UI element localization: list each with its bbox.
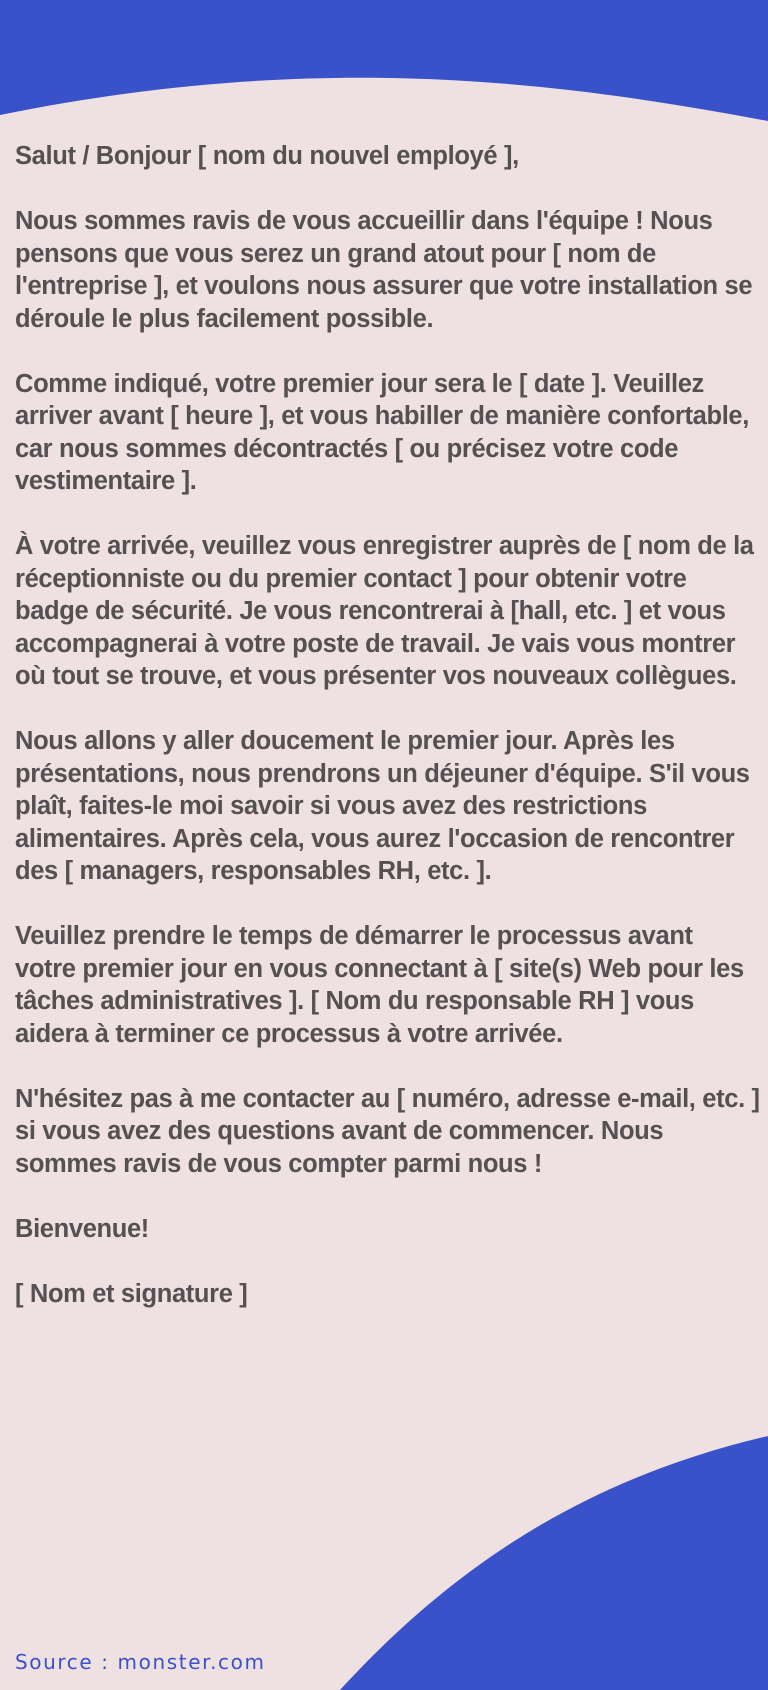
letter-paragraph: N'hésitez pas à me contacter au [ numéro, adresse e-mail, etc. ] si vous avez des questions avant de commencer. Nous sommes ravis de vous compter parmi nous !	[15, 1084, 760, 1178]
letter-greeting: Salut / Bonjour [ nom du nouvel employé ],	[15, 142, 519, 170]
letter-body	[15, 140, 760, 1343]
letter-paragraph: Nous allons y aller doucement le premier jour. Après les présentations, nous prendrons un déjeuner d'équipe. S'il vous plaît, faites-le moi savoir si vous avez des restrictions alimentaires. Après cela, vous aurez l'occasion de rencontrer des [ managers, responsables RH, etc. ].	[15, 727, 750, 885]
letter-signature: [ Nom et signature ]	[15, 1279, 248, 1308]
letter-paragraph: Nous sommes ravis de vous accueillir dans l'équipe ! Nous pensons que vous serez un grand atout pour [ nom de l'entreprise ], et voulons nous assurer que votre installation se déroule le plus facilement possible.	[15, 207, 753, 333]
bottom-blue-shape	[340, 1436, 768, 1690]
top-blue-shape	[0, 0, 768, 121]
letter-paragraph: Comme indiqué, votre premier jour sera le [ date ]. Veuillez arriver avant [ heure ], et vous habiller de manière confortable, car nous sommes décontractés [ ou précisez votre code vestimentaire ].	[15, 369, 749, 495]
letter-paragraph: Veuillez prendre le temps de démarrer le processus avant votre premier jour en vous connectant à [ site(s) Web pour les tâches administratives ]. [ Nom du responsable RH ] vous aidera à terminer ce processus à votre arrivée.	[15, 922, 744, 1048]
source-credit: Source : monster.com	[15, 1650, 266, 1674]
letter-closing: Bienvenue!	[15, 1214, 149, 1243]
letter-paragraph: À votre arrivée, veuillez vous enregistrer auprès de [ nom de la réceptionniste ou du premier contact ] pour obtenir votre badge de sécurité. Je vous rencontrerai à [hall, etc. ] et vous accompagnerai à votre poste de travail. Je vais vous montrer où tout se trouve, et vous présenter vos nouveaux collègues.	[15, 532, 754, 690]
